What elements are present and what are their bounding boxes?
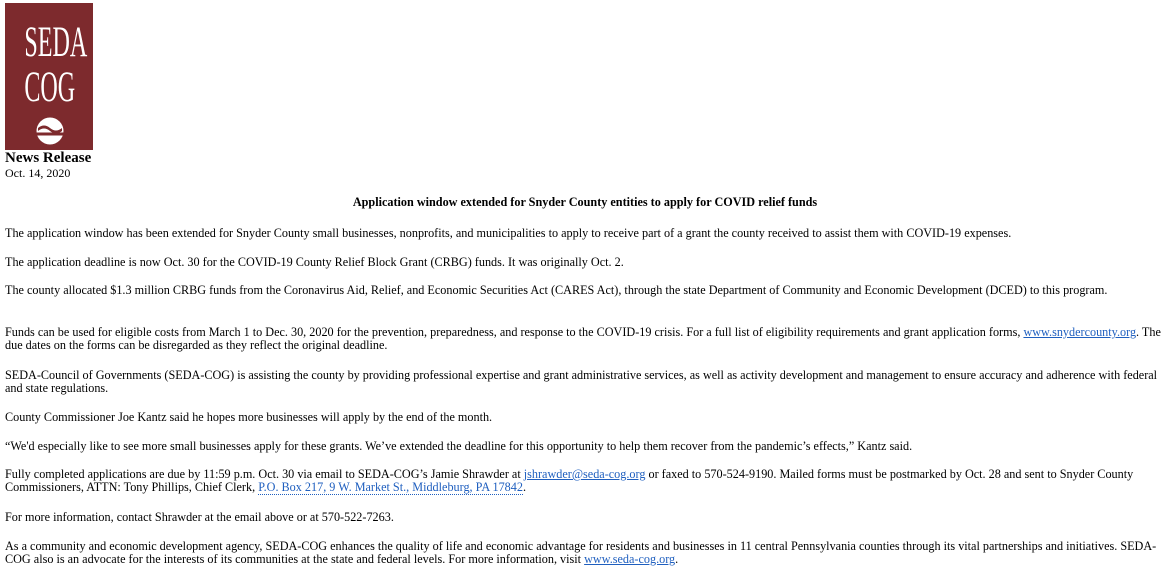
seda-cog-logo [5, 3, 93, 150]
paragraph-10 [5, 540, 1165, 566]
paragraph-2: The application deadline is now Oct. 30 for the COVID-19 County Relief Block Grant (CRBG) funds. It was originally Oct. 2. [5, 255, 624, 269]
paragraph-8-text-middle: or faxed to 570-524-9190. Mailed forms must be postmarked by Oct. 28 and sent to Snyder County Commissioners, ATTN: Tony Phillips, Chief Clerk, [5, 467, 1134, 494]
article-title: Application window extended for Snyder County entities to apply for COVID relief funds [352, 195, 818, 209]
paragraph-10-text-before: As a community and economic development agency, SEDA-COG enhances the quality of life and economic advantage for residents and businesses in 11 central Pennsylvania counties through its vital partnerships and initiatives. SEDA-COG also is an advocate for the interests of its communities at the state and federal levels. For more information, visit [5, 539, 1157, 566]
logo-text-seda: SEDA [24, 19, 88, 66]
paragraph-4 [5, 326, 1165, 352]
seda-cog-website-link[interactable]: www.seda-cog.org [584, 552, 676, 566]
paragraph-5: SEDA-Council of Governments (SEDA-COG) is assisting the county by providing professional expertise and grant administrative services, as well as activity development and management to ensure accuracy and adherence with federal and state regulations. [5, 368, 1158, 395]
paragraph-4-text-after: . The due dates on the forms can be disregarded as they reflect the original deadline. [5, 325, 1161, 352]
paragraph-4-text-before: Funds can be used for eligible costs from March 1 to Dec. 30, 2020 for the prevention, preparedness, and response to the COVID-19 crisis. For a full list of eligibility requirements and grant application forms, [5, 325, 1024, 339]
paragraph-8 [5, 468, 1165, 494]
paragraph-1: The application window has been extended for Snyder County small businesses, nonprofits, and municipalities to apply to receive part of a grant the county received to assist them with COVID-19 expenses. [5, 226, 1012, 240]
news-release-label: News Release [5, 150, 92, 166]
paragraph-9: For more information, contact Shrawder at the email above or at 570-522-7263. [5, 510, 394, 524]
paragraph-3: The county allocated $1.3 million CRBG funds from the Coronavirus Aid, Relief, and Economic Securities Act (CARES Act), through the state Department of Community and Economic Development (DCED) to this program. [5, 283, 1108, 297]
address-link[interactable]: P.O. Box 217, 9 W. Market St., Middleburg, PA 17842 [258, 480, 523, 494]
paragraph-8-text-before: Fully completed applications are due by 11:59 p.m. Oct. 30 via email to SEDA-COG’s Jamie Shrawder at [5, 467, 524, 481]
paragraph-8-text-after: . [522, 480, 527, 494]
email-link[interactable]: jshrawder@seda-cog.org [523, 467, 646, 481]
paragraph-6: County Commissioner Joe Kantz said he hopes more businesses will apply by the end of the month. [5, 410, 493, 424]
snydercounty-link[interactable]: www.snydercounty.org [1023, 325, 1137, 339]
release-date: Oct. 14, 2020 [5, 166, 71, 180]
logo-text-cog: COG [24, 64, 76, 111]
paragraph-10-text-after: . [675, 552, 679, 566]
seda-cog-emblem-icon [33, 117, 67, 145]
paragraph-7: “We'd especially like to see more small businesses apply for these grants. We’ve extended the deadline for this opportunity to help them recover from the pandemic’s effects,” Kantz said. [5, 439, 913, 453]
